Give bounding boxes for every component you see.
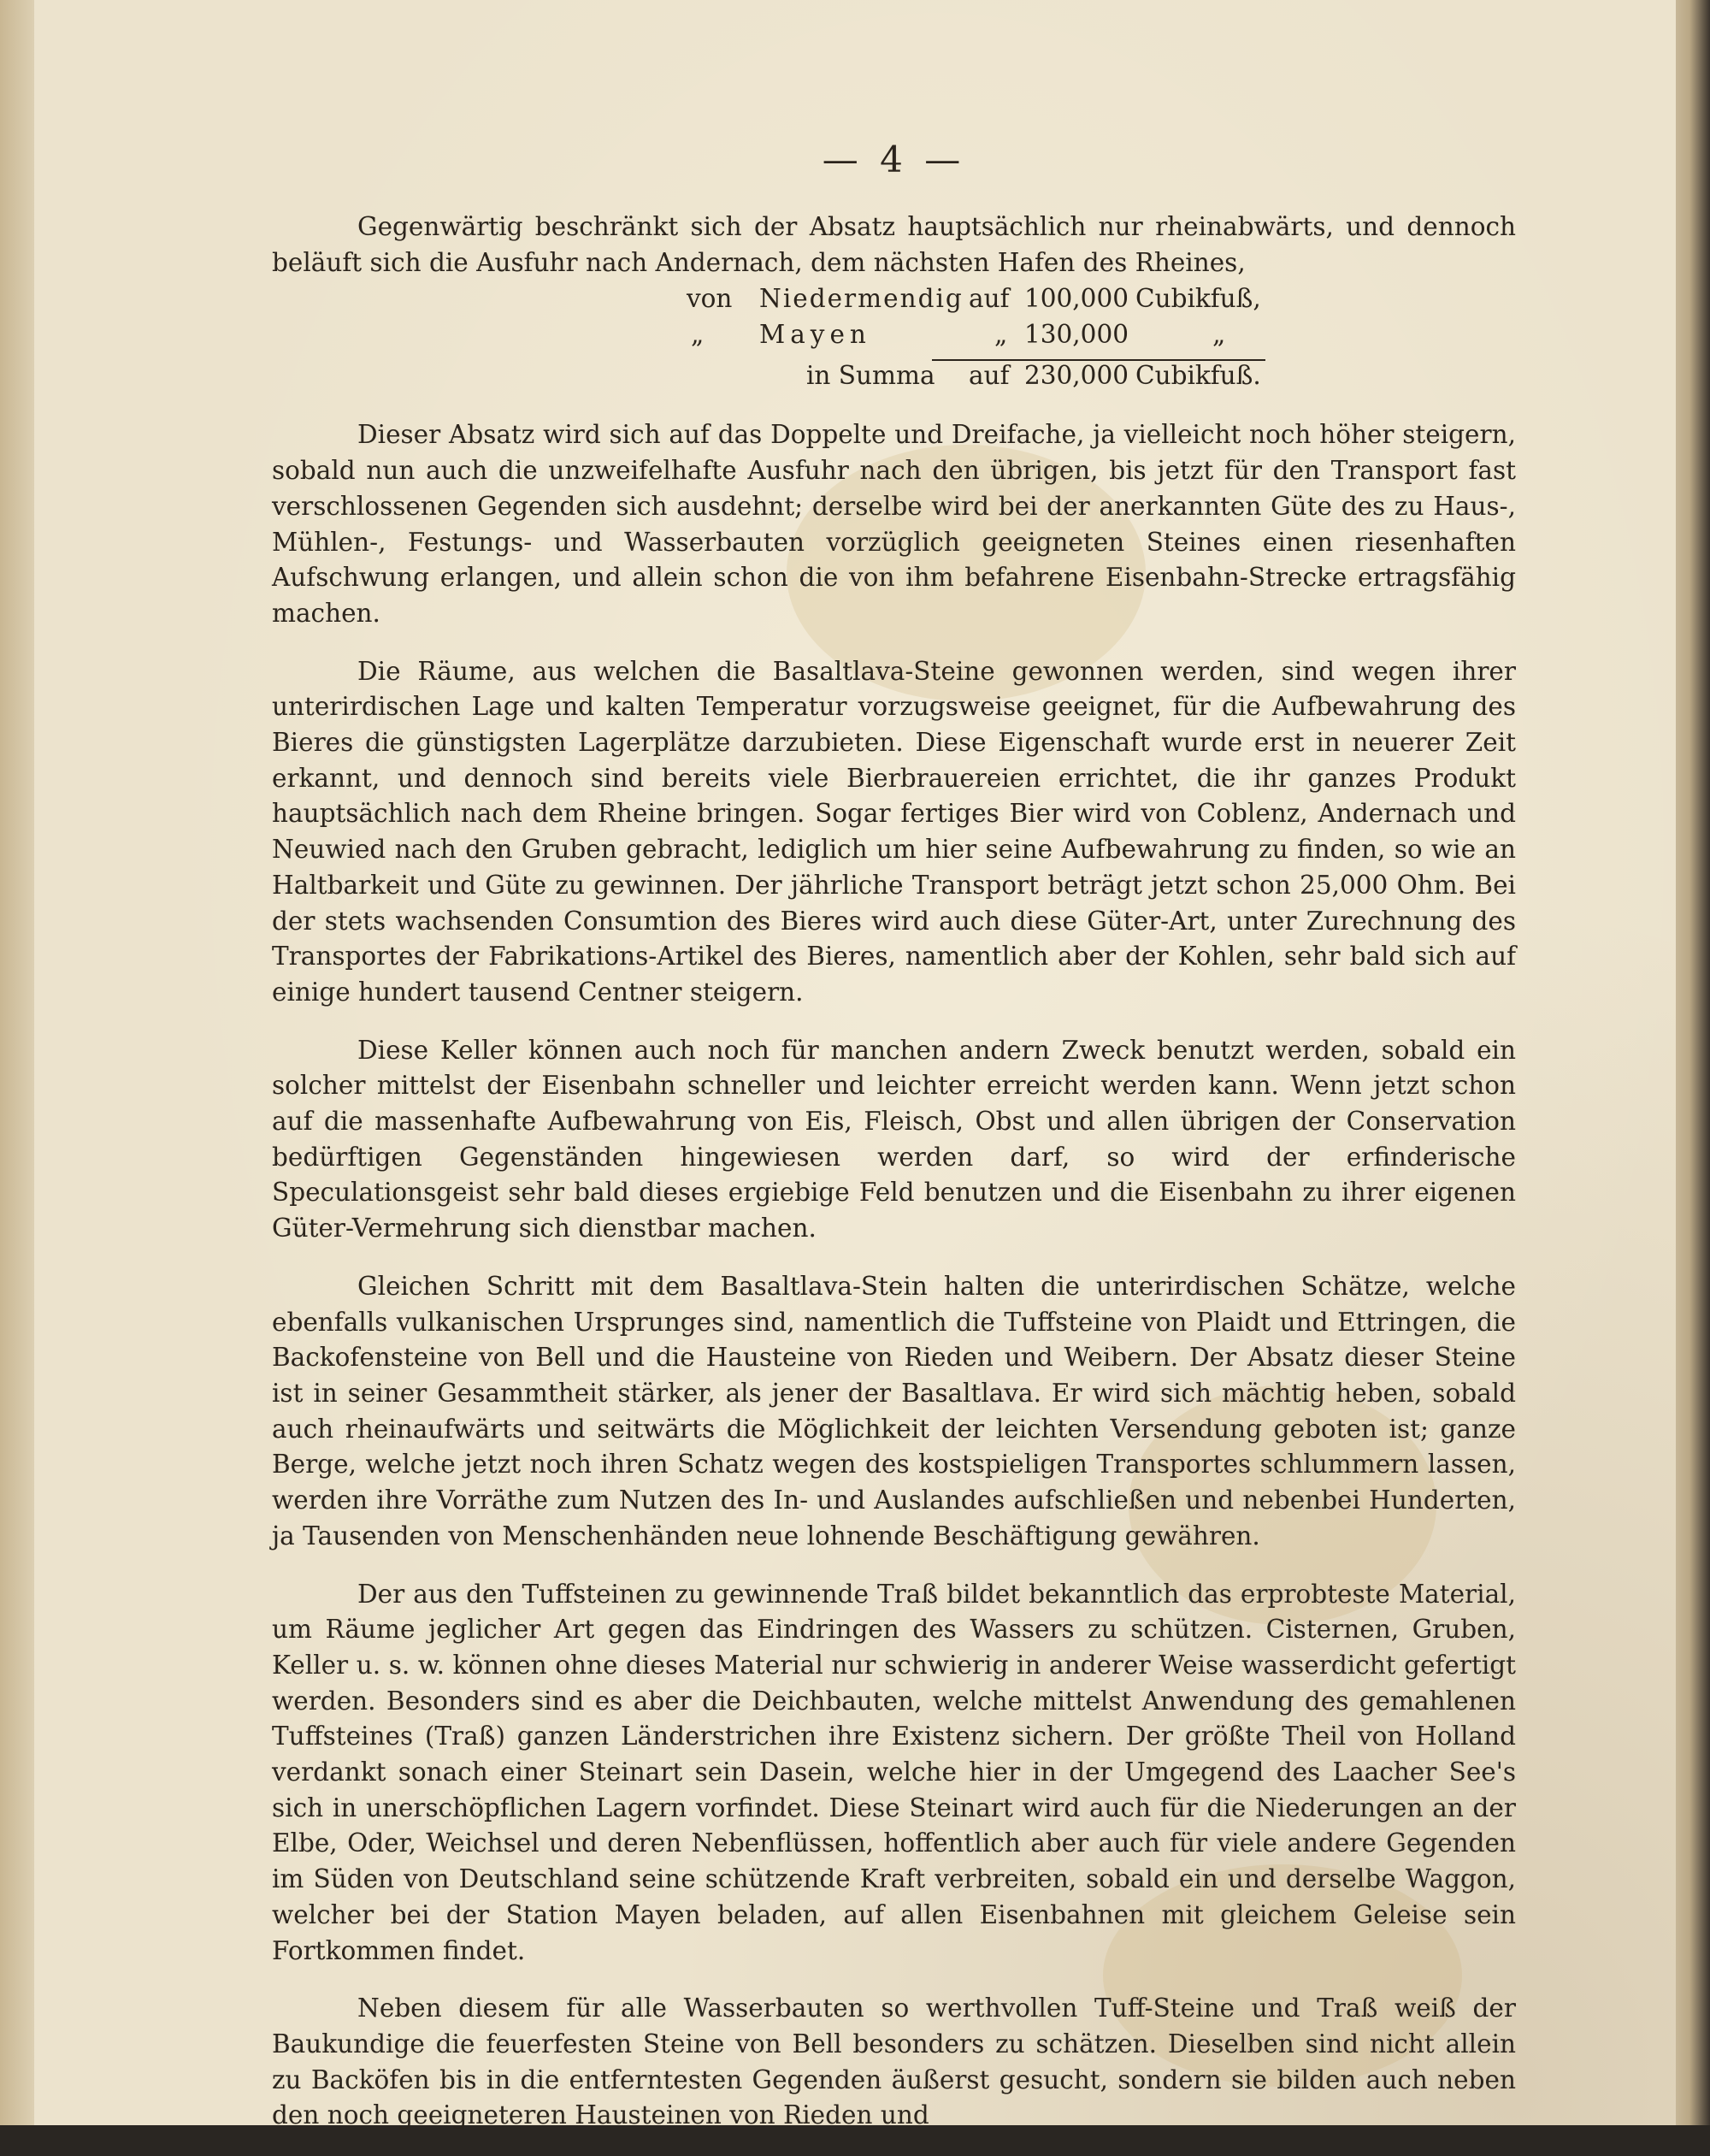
book-page (34, 0, 1676, 2130)
table-row (272, 320, 1516, 356)
paragraph-1: Gegenwärtig beschränkt sich der Absatz hauptsächlich nur rheinabwärts, und dennoch beläuft sich die Ausfuhr nach Andernach, dem nächsten Hafen des Rheines, (272, 212, 1516, 277)
row-ditto: „ (691, 320, 705, 350)
row-prep: auf (969, 361, 1010, 391)
row-unit: Cubikfuß, (1135, 284, 1261, 314)
paragraph-3: Die Räume, aus welchen die Basaltlava-Steine gewonnen werden, sind wegen ihrer unterirdischen Lage und kalten Temperatur vorzugsweise geeignet, für die Aufbewahrung des Bieres die günstigsten Lagerplätze darzubieten. Diese Eigenschaft wurde erst in neuerer Zeit erkannt, und dennoch sind bereits viele Bierbrauereien errichtet, die ihr ganzes Produkt hauptsächlich nach dem Rheine bringen. Sogar fertiges Bier wird von Coblenz, Andernach und Neuwied nach den Gruben gebracht, lediglich um hier seine Aufbewahrung zu finden, so wie an Haltbarkeit und Güte zu gewinnen. Der jährliche Transport beträgt jetzt schon 25,000 Ohm. Bei der stets wachsenden Consumtion des Bieres wird auch diese Güter-Art, unter Zurechnung des Transportes der Fabrikations-Artikel des Bieres, namentlich aber der Kohlen, sehr bald sich auf einige hundert tausend Centner steigern. (272, 656, 1516, 1007)
row-place: Mayen (759, 320, 871, 350)
paragraph-4: Diese Keller können auch noch für manchen andern Zweck benutzt werden, sobald ein solcher mittelst der Eisenbahn schneller und leichter erreicht werden kann. Wenn jetzt schon auf die massenhafte Aufbewahrung von Eis, Fleisch, Obst und allen übrigen der Conservation bedürftigen Gegenständen hingewiesen werden darf, so wird der erfinderische Speculationsgeist sehr bald dieses ergiebige Feld benutzen und die Eisenbahn zu ihrer eigenen Güter-Vermehrung sich dienstbar machen. (272, 1035, 1516, 1243)
row-prefix: von (687, 284, 733, 314)
row-amount: 230,000 (1024, 361, 1129, 391)
paragraph-5: Gleichen Schritt mit dem Basaltlava-Stein halten die unterirdischen Schätze, welche ebenfalls vulkanischen Ursprunges sind, namentlich die Tuffsteine von Plaidt und Ettringen, die Backofensteine von Bell und die Hausteine von Rieden und Weibern. Der Absatz dieser Steine ist in seiner Gesammtheit stärker, als jener der Basaltlava. Er wird sich mächtig heben, sobald auch rheinaufwärts und seitwärts die Möglichkeit der leichten Versendung geboten ist; ganze Berge, welche jetzt noch ihren Schatz wegen des kostspieligen Transportes schlummern lassen, werden ihre Vorräthe zum Nutzen des In- und Auslandes aufschließen und nebenbei Hunderten, ja Tausenden von Menschenhänden neue lohnende Beschäftigung gewähren. (272, 1271, 1516, 1551)
export-table (272, 284, 1516, 393)
row-amount: 130,000 (1024, 320, 1129, 350)
paragraph-6: Der aus den Tuffsteinen zu gewinnende Traß bildet bekanntlich das erprobteste Material, um Räume jeglicher Art gegen das Eindringen des Wassers zu schützen. Cisternen, Gruben, Keller u. s. w. können ohne dieses Material nur schwierig in anderer Weise wasserdicht gefertigt werden. Besonders sind es aber die Deichbauten, welche mittelst Anwendung des gemahlenen Tuffsteines (Traß) ganzen Länderstrichen ihre Existenz sichern. Der größte Theil von Holland verdankt sonach einer Steinart sein Dasein, welche hier in der Umgegend des Laacher See's sich in unerschöpflichen Lagern vorfindet. Diese Steinart wird auch für die Niederungen an der Elbe, Oder, Weichsel und deren Nebenflüssen, hoffentlich aber auch für viele andere Gegenden im Süden von Deutschland seine schützende Kraft verbreiten, sobald ein und derselbe Waggon, welcher bei der Station Mayen beladen, auf allen Eisenbahnen mit gleichem Geleise sein Fortkommen findet. (272, 1579, 1516, 1965)
row-ditto: „ (1212, 320, 1226, 350)
row-label: in Summa (806, 361, 935, 391)
row-place: Niedermendig (759, 284, 964, 314)
paragraph-7: Neben diesem für alle Wasserbauten so werthvollen Tuff-Steine und Traß weiß der Baukundige die feuerfesten Steine von Bell besonders zu schätzen. Dieselben sind nicht allein zu Backöfen bis in die entferntesten Gegenden äußerst gesucht, sondern sie bilden auch neben den noch geeigneteren Hausteinen von Rieden und (272, 1994, 1516, 2130)
paragraph-2: Dieser Absatz wird sich auf das Doppelte und Dreifache, ja vielleicht noch höher steigern, sobald nun auch die unzweifelhafte Ausfuhr nach den übrigen, bis jetzt für den Transport fast verschlossenen Gegenden sich ausdehnt; derselbe wird bei der anerkannten Güte des zu Haus-, Mühlen-, Festungs- und Wasserbauten vorzüglich geeigneten Steines einen riesenhaften Aufschwung erlangen, und allein schon die von ihm befahrene Eisenbahn-Strecke ertragsfähig machen. (272, 420, 1516, 628)
table-row (272, 284, 1516, 320)
page-number: — 4 — (822, 139, 966, 180)
row-amount: 100,000 (1024, 284, 1129, 314)
row-ditto: „ (994, 320, 1008, 350)
table-row (272, 361, 1516, 397)
page-text (272, 139, 1516, 2156)
row-unit: Cubikfuß. (1135, 361, 1261, 391)
row-prep: auf (969, 284, 1010, 314)
